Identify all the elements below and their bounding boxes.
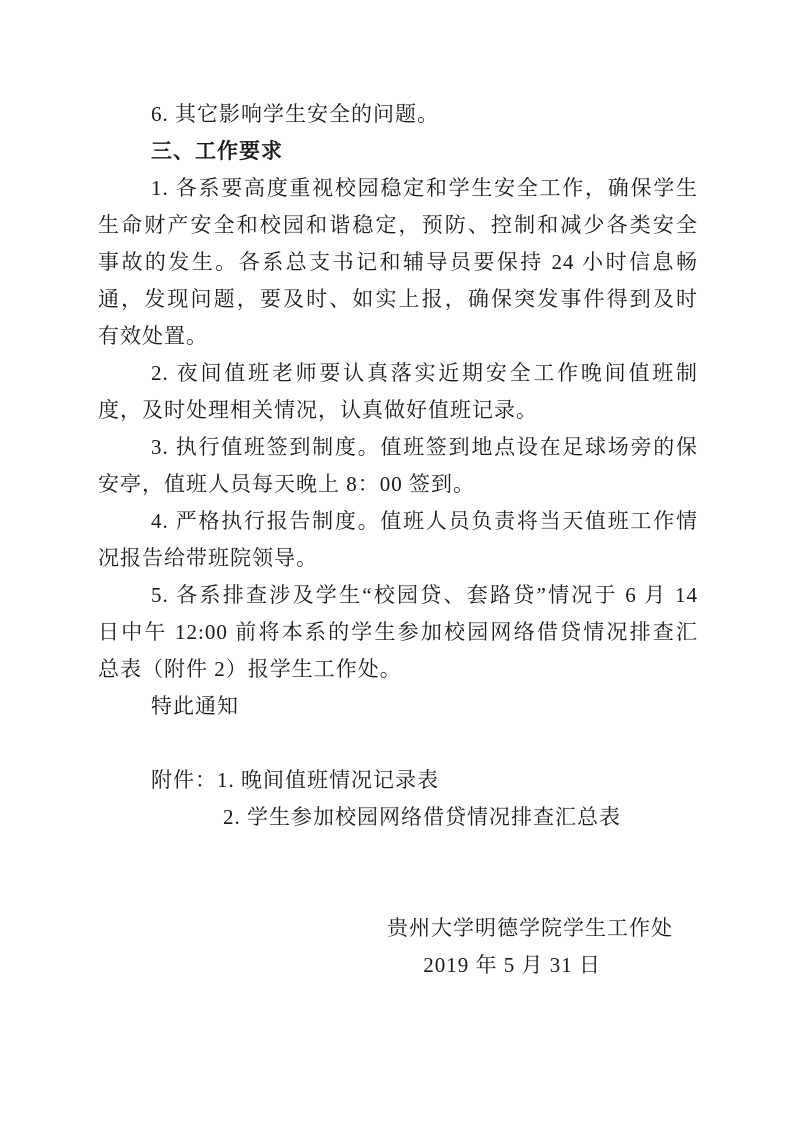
req-1-line-4: 通，发现问题，要及时、如实上报，确保突发事件得到及时 (98, 287, 698, 311)
req-4-line-1: 4. 严格执行报告制度。值班人员负责将当天值班工作情 (151, 509, 698, 533)
item-6: 6. 其它影响学生安全的问题。 (151, 102, 439, 126)
req-5-line-1: 5. 各系排查涉及学生“校园贷、套路贷”情况于 6 月 14 (151, 583, 698, 607)
document-body (98, 96, 698, 984)
signature-organization: 贵州大学明德学院学生工作处 (387, 916, 673, 940)
section-3-heading: 三、工作要求 (151, 140, 283, 163)
req-3-line-1: 3. 执行值班签到制度。值班签到地点设在足球场旁的保 (151, 435, 698, 459)
req-1-line-1: 1. 各系要高度重视校园稳定和学生安全工作，确保学生 (151, 176, 698, 200)
req-1-line-3: 事故的发生。各系总支书记和辅导员要保持 24 小时信息畅 (98, 250, 698, 274)
closing-phrase: 特此通知 (151, 694, 239, 718)
req-5-line-3: 总表（附件 2）报学生工作处。 (98, 657, 402, 681)
req-1-line-5: 有效处置。 (98, 324, 208, 348)
spacer (98, 836, 698, 873)
req-3-line-2: 安亭，值班人员每天晚上 8：00 签到。 (98, 472, 475, 496)
spacer (98, 873, 698, 910)
attachment-1: 附件：1. 晚间值班情况记录表 (151, 768, 439, 792)
req-2-line-2: 度，及时处理相关情况，认真做好值班记录。 (98, 398, 538, 422)
signature-date: 2019 年 5 月 31 日 (423, 953, 601, 977)
req-1-line-2: 生命财产安全和校园和谐稳定，预防、控制和减少各类安全 (98, 213, 698, 237)
req-4-line-2: 况报告给带班院领导。 (98, 546, 318, 570)
spacer (98, 725, 698, 762)
req-5-line-2: 日中午 12:00 前将本系的学生参加校园网络借贷情况排查汇 (98, 620, 698, 644)
req-2-line-1: 2. 夜间值班老师要认真落实近期安全工作晚间值班制 (151, 361, 698, 385)
attachment-2: 2. 学生参加校园网络借贷情况排查汇总表 (223, 805, 621, 829)
